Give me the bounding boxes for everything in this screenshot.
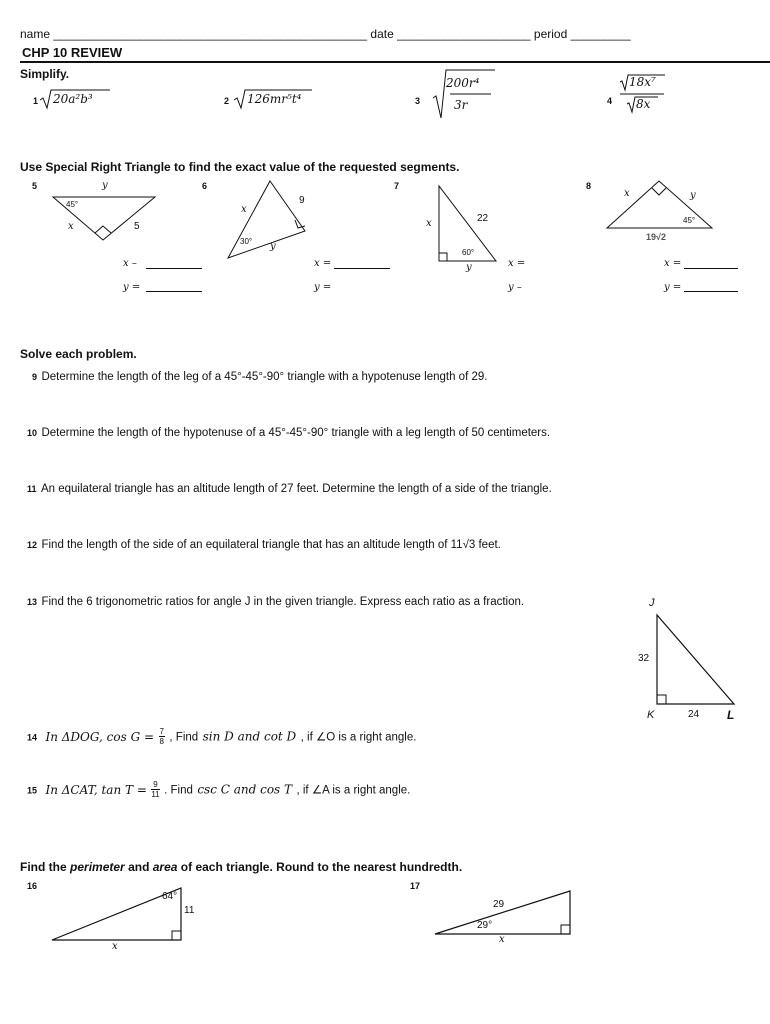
problem-12: [27, 535, 501, 553]
triangle-8-diagram: [604, 178, 716, 233]
date-label: date: [370, 27, 394, 41]
problem-14: [27, 727, 416, 746]
heading-text: Find the: [20, 860, 67, 874]
problem-text: Find the length of the side of an equilateral triangle that has an altitude length of 11√3 feet.: [41, 539, 501, 551]
problem-number: 6: [202, 181, 208, 191]
label-x: x: [68, 221, 74, 232]
problem-text: Find the 6 trigonometric ratios for angle J in the given triangle. Express each ratio as a fraction.: [41, 596, 525, 608]
label-x: x: [499, 934, 505, 945]
answer-y-blank[interactable]: [146, 291, 202, 292]
hypotenuse-label: 22: [477, 213, 489, 224]
problem-10: [27, 423, 550, 441]
fraction-denominator: 8: [159, 737, 164, 746]
label-y: y: [690, 190, 696, 201]
problem-number: 16: [27, 881, 38, 891]
problem-number: 10: [27, 428, 38, 438]
label-x: x: [624, 188, 630, 199]
problem-number: 4: [607, 96, 613, 106]
answer-y-label: y =: [123, 282, 141, 293]
problem-number: 14: [27, 732, 38, 743]
period-line[interactable]: _________: [570, 27, 631, 41]
answer-y-label: y –: [508, 282, 522, 293]
label-x: x: [112, 941, 118, 952]
label-y: y: [102, 180, 108, 191]
label-x: x: [426, 218, 432, 229]
problem-number: 13: [27, 597, 38, 607]
hypotenuse-label: 29: [493, 899, 505, 910]
problem-text: , if ∠O is a right angle.: [300, 731, 417, 744]
header-line: [20, 27, 631, 41]
fraction-numerator: 7: [159, 727, 164, 736]
radicand: 20a²b³: [53, 92, 93, 106]
triangle-17-diagram: [433, 888, 573, 938]
base-length-label: 24: [688, 709, 700, 720]
angle-label: 64°: [162, 891, 178, 902]
side-length-label: 5: [134, 221, 140, 232]
label-y: y: [466, 262, 472, 273]
fraction: [159, 727, 165, 746]
answer-x-label: x =: [508, 258, 526, 269]
perimeter-heading: [20, 860, 462, 874]
name-line[interactable]: _______________________________________________: [53, 27, 368, 41]
name-label: name: [20, 27, 51, 41]
answer-x-label: x =: [314, 258, 332, 269]
problem-number: 11: [27, 484, 37, 494]
problem-given: In ΔCAT, tan T =: [45, 782, 147, 797]
heading-area: area: [152, 860, 178, 874]
answer-x-blank[interactable]: [334, 268, 390, 269]
problem-number: 3: [415, 96, 421, 106]
problem-15: [27, 780, 410, 799]
problem-number: 15: [27, 785, 38, 796]
answer-y-blank[interactable]: [684, 291, 738, 292]
page-title: CHP 10 REVIEW: [22, 45, 123, 60]
problem-number: 12: [27, 540, 38, 550]
problem-text: , Find: [169, 731, 199, 744]
date-line[interactable]: ____________________: [397, 27, 531, 41]
triangle-13-diagram: [654, 612, 738, 708]
problem-number: 7: [394, 181, 400, 191]
fraction-numerator: 9: [153, 780, 158, 789]
angle-label: 30°: [240, 237, 253, 246]
problem-text: , if ∠A is a right angle.: [296, 784, 411, 797]
problem-13: [27, 592, 524, 610]
fraction-denominator: 8x: [636, 97, 651, 111]
fraction: [151, 780, 159, 799]
problem-text: Determine the length of the hypotenuse of a 45°-45°-90° triangle with a leg length of 50 centimeters.: [41, 427, 551, 439]
problem-number: 1: [33, 96, 39, 106]
answer-y-label: y =: [664, 282, 682, 293]
vertex-k-label: K: [647, 709, 655, 721]
fraction-numerator: 200r⁴: [446, 76, 480, 90]
triangle-5-diagram: [50, 190, 160, 250]
angle-label: 45°: [66, 200, 79, 209]
answer-x-label: x –: [123, 258, 137, 269]
side-length-label: 32: [638, 653, 650, 664]
label-y: y: [270, 241, 276, 252]
problem-text: Determine the length of the leg of a 45°-45°-90° triangle with a hypotenuse length of 29.: [41, 371, 488, 383]
heading-text: of each triangle. Round to the nearest hundredth.: [180, 860, 463, 874]
special-triangles-heading: Use Special Right Triangle to find the exact value of the requested segments.: [20, 160, 460, 174]
problem-find: sin D and cot D: [202, 729, 297, 744]
problem-text: An equilateral triangle has an altitude length of 27 feet. Determine the length of a side of the triangle.: [40, 483, 552, 495]
angle-label: 45°: [683, 216, 696, 225]
vertex-l-label: L: [727, 708, 735, 722]
answer-x-blank[interactable]: [146, 268, 202, 269]
problem-number: 2: [224, 96, 230, 106]
heading-perimeter: perimeter: [70, 860, 125, 874]
problem-given: In ΔDOG, cos G =: [45, 729, 155, 744]
problem-number: 17: [410, 881, 421, 891]
problem-find: csc C and cos T: [197, 782, 293, 797]
label-x: x: [241, 204, 247, 215]
radicand: 126mr⁵t⁴: [247, 92, 302, 106]
angle-label: 29°: [477, 920, 493, 931]
title-divider: [20, 61, 770, 63]
vertex-j-label: J: [649, 597, 655, 609]
problem-number: 5: [32, 181, 38, 191]
problem-9: [32, 367, 487, 385]
problem-number: 8: [586, 181, 592, 191]
answer-x-label: x =: [664, 258, 682, 269]
answer-y-label: y =: [314, 282, 332, 293]
fraction-denominator: 3r: [454, 98, 468, 112]
simplify-heading: Simplify.: [20, 67, 70, 81]
problem-number: 9: [32, 372, 38, 382]
fraction-numerator: 18x⁷: [629, 75, 656, 89]
side-length-label: 11: [184, 905, 195, 916]
problem-text: . Find: [164, 784, 193, 797]
solve-heading: Solve each problem.: [20, 347, 137, 361]
period-label: period: [533, 27, 568, 41]
heading-text: and: [128, 860, 150, 874]
base-length-label: 19√2: [646, 232, 666, 242]
angle-label: 60°: [462, 248, 475, 257]
hypotenuse-label: 9: [299, 195, 305, 206]
fraction-denominator: 11: [151, 790, 160, 799]
answer-x-blank[interactable]: [684, 268, 738, 269]
problem-11: [27, 479, 552, 497]
